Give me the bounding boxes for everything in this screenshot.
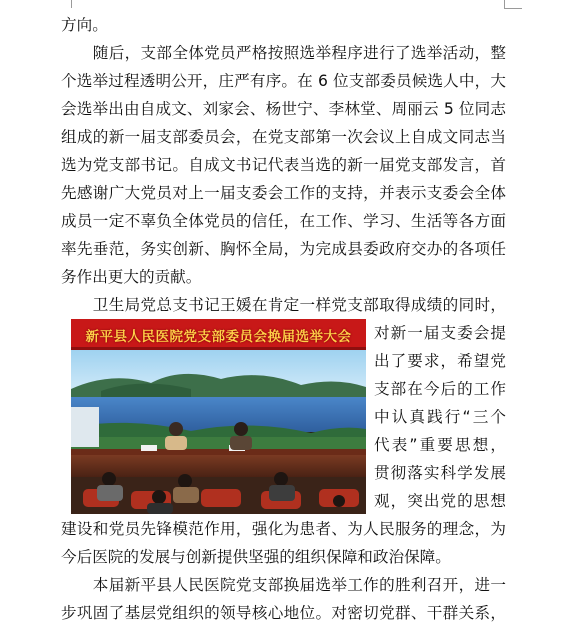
text-line: 务作出更大的贡献。 [61, 268, 202, 286]
meeting-photo [71, 319, 366, 514]
text-line: 步巩固了基层党组织的领导核心地位。对密切党群、干群关系， [61, 604, 506, 622]
crop-mark-top-left [71, 0, 72, 8]
text-line: 成员一定不辜负全体党员的信任，在工作、学习、生活等各方面 [61, 212, 506, 230]
text-line: 出了要求，希望党 [374, 352, 506, 370]
text-line: 今后医院的发展与创新提供坚强的组织保障和政治保障。 [61, 548, 451, 566]
banner-title: 新平县人民医院党支部委员会换届选举大会 [85, 329, 352, 345]
text-line: 选为党支部书记。自成文书记代表当选的新一届党支部发言，首 [61, 156, 506, 174]
text-line: 先感谢广大党员对上一届支委会工作的支持，并表示支委会全体 [61, 184, 506, 202]
text-line: 贯彻落实科学发展 [374, 464, 506, 482]
meeting-photo-illustration [71, 319, 366, 514]
text-line: 率先垂范，务实创新、胸怀全局，为完成县委政府交办的各项任 [61, 240, 506, 258]
text-line: 随后，支部全体党员严格按照选举程序进行了选举活动，整 [61, 44, 506, 62]
text-line: 方向。 [61, 16, 108, 34]
crop-mark-top-right [504, 0, 505, 8]
text-line: 组成的新一届支部委员会，在党支部第一次会议上自成文同志当 [61, 128, 506, 146]
text-line: 支部在今后的工作 [374, 380, 506, 398]
text-line: 代表”重要思想， [374, 436, 506, 454]
text-line: 建设和党员先锋模范作用，强化为患者、为人民服务的理念，为 [61, 520, 506, 538]
text-line: 对新一届支委会提 [374, 324, 506, 342]
crop-mark-top-right-horizontal [504, 8, 522, 9]
text-line: 卫生局党总支书记王媛在肯定一样党支部取得成绩的同时， [61, 296, 506, 314]
text-line: 观，突出党的思想 [374, 492, 506, 510]
text-line: 会选举出由自成文、刘家会、杨世宁、李林堂、周丽云 5 位同志 [61, 100, 506, 118]
text-line: 中认真践行“三个 [374, 408, 506, 426]
text-line: 本届新平县人民医院党支部换届选举工作的胜利召开，进一 [61, 576, 506, 594]
text-line: 个选举过程透明公开，庄严有序。在 6 位支部委员候选人中，大 [61, 72, 506, 90]
